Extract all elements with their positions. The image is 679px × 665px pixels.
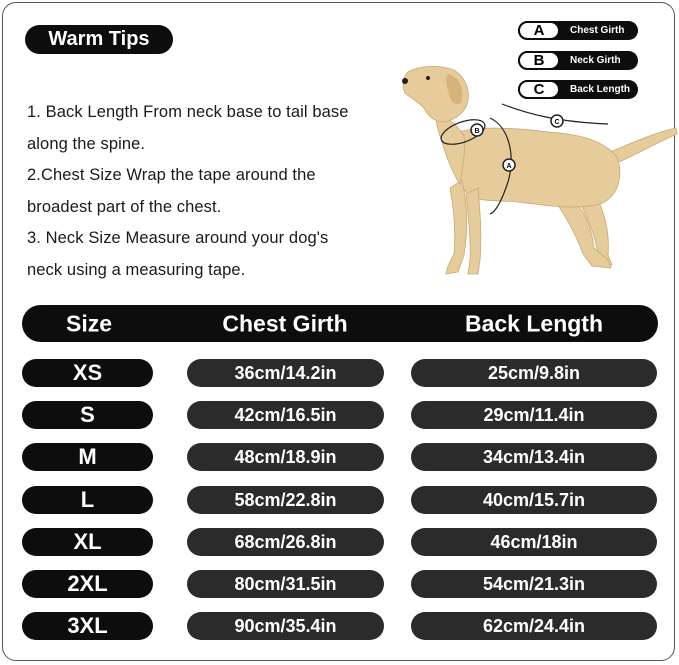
chest-girth-cell: 58cm/22.8in bbox=[187, 486, 384, 514]
header-size: Size bbox=[65, 310, 113, 336]
header-chest-girth: Chest Girth bbox=[222, 310, 348, 336]
chest-girth-cell: 42cm/16.5in bbox=[187, 401, 384, 429]
size-cell: L bbox=[22, 486, 153, 514]
tip-line: broadest part of the chest. bbox=[27, 197, 222, 216]
back-length-cell: 29cm/11.4in bbox=[411, 401, 657, 429]
back-length-cell: 40cm/15.7in bbox=[411, 486, 657, 514]
chest-girth-cell: 36cm/14.2in bbox=[187, 359, 384, 387]
size-cell: M bbox=[22, 443, 153, 471]
svg-text:A: A bbox=[506, 163, 512, 170]
dog-eye bbox=[426, 76, 430, 80]
header-back-length: Back Length bbox=[464, 310, 604, 336]
chest-girth-cell: 80cm/31.5in bbox=[187, 570, 384, 598]
marker-a bbox=[503, 159, 515, 171]
legend-letter: A bbox=[518, 21, 560, 40]
dog-nose bbox=[402, 78, 408, 84]
chest-girth-cell: 48cm/18.9in bbox=[187, 443, 384, 471]
table-header bbox=[22, 305, 658, 342]
size-cell: S bbox=[22, 401, 153, 429]
back-length-cell: 34cm/13.4in bbox=[411, 443, 657, 471]
tip-line: along the spine. bbox=[27, 134, 146, 153]
back-length-cell: 46cm/18in bbox=[411, 528, 657, 556]
marker-c bbox=[551, 115, 563, 127]
size-cell: XS bbox=[22, 359, 153, 387]
legend-label: Neck Girth bbox=[570, 55, 621, 66]
size-cell: 3XL bbox=[22, 612, 153, 640]
back-length-cell: 54cm/21.3in bbox=[411, 570, 657, 598]
back-length-cell: 62cm/24.4in bbox=[411, 612, 657, 640]
svg-text:B: B bbox=[474, 128, 480, 135]
tip-line: 1. Back Length From neck base to tail base bbox=[27, 103, 349, 121]
tip-line: 3. Neck Size Measure around your dog's bbox=[27, 229, 329, 247]
legend-letter: B bbox=[518, 51, 560, 70]
size-cell: XL bbox=[22, 528, 153, 556]
legend-label: Back Length bbox=[570, 84, 631, 95]
legend-letter: C bbox=[518, 80, 560, 99]
chest-girth-cell: 90cm/35.4in bbox=[187, 612, 384, 640]
legend-item-chest-girth bbox=[518, 21, 638, 40]
tip-line: neck using a measuring tape. bbox=[27, 260, 246, 279]
marker-b bbox=[471, 124, 483, 136]
legend-label: Chest Girth bbox=[570, 25, 625, 36]
back-length-cell: 25cm/9.8in bbox=[411, 359, 657, 387]
svg-text:C: C bbox=[554, 119, 560, 126]
dog-body-shape bbox=[403, 66, 677, 274]
tip-line: 2.Chest Size Wrap the tape around the bbox=[27, 166, 316, 184]
warm-tips-title: Warm Tips bbox=[25, 25, 173, 54]
chest-girth-cell: 68cm/26.8in bbox=[187, 528, 384, 556]
dog-illustration bbox=[398, 60, 679, 290]
warm-tips-text bbox=[27, 97, 397, 286]
size-cell: 2XL bbox=[22, 570, 153, 598]
